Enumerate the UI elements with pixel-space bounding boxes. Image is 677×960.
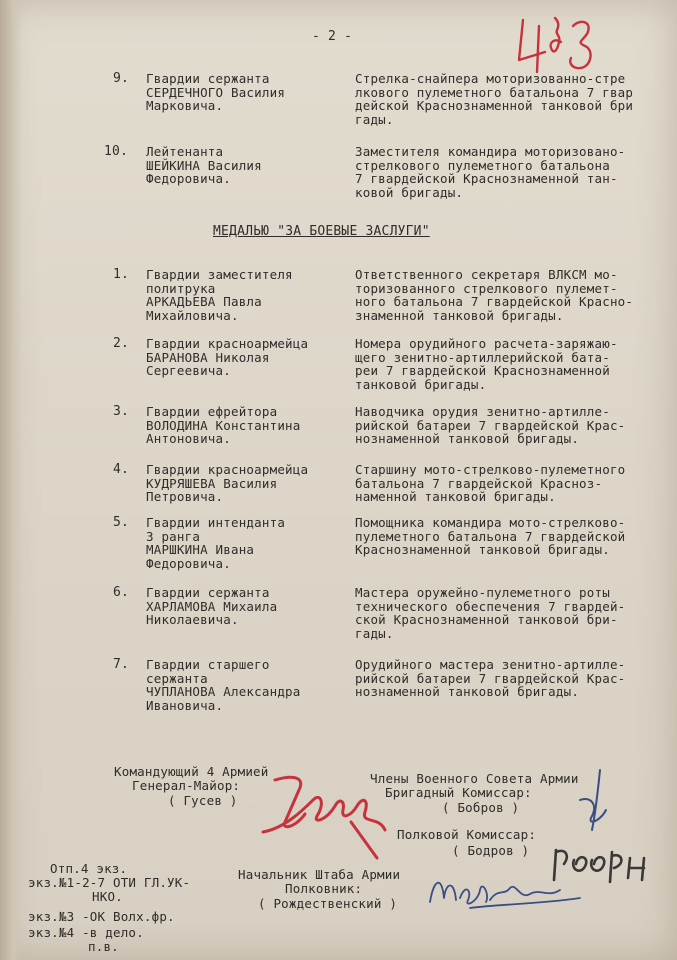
recipient-position-line: Краснознаменной танковой бригады. [355, 542, 610, 557]
council-title: Члены Военного Совета Армии [370, 771, 579, 786]
recipient-position-line: ковой бригады. [355, 184, 464, 200]
recipient-name-line: Гвардии интенданта [146, 515, 286, 530]
commander-title: Командующий 4 Армией [114, 764, 269, 779]
entry-number: 9. [113, 71, 130, 86]
chief-name: ( Рождественский ) [258, 896, 398, 911]
recipient-position-line: реи 7 гвардейской Краснознаменной [355, 363, 610, 378]
recipient-position-line: щего зенитно-артиллерийской бата- [355, 349, 610, 365]
recipient-name-line: политрука [146, 280, 216, 296]
recipient-position-line: Заместителя командира моторизовано- [355, 144, 626, 159]
chief-signature [420, 868, 590, 918]
council2-name: ( Бодров ) [452, 843, 530, 858]
chief-rank: Полковник: [285, 881, 363, 896]
recipient-position-line: Мастера оружейно-пулеметного роты [355, 585, 610, 600]
recipient-name-line: Гвардии заместителя [146, 267, 293, 282]
entry-number: 2. [113, 336, 130, 351]
recipient-name-line: Гвардии старшего [146, 657, 270, 672]
entry-number: 3. [113, 404, 130, 419]
recipient-name-line: Петровича. [146, 489, 224, 504]
section-heading: МЕДАЛЬЮ "ЗА БОЕВЫЕ ЗАСЛУГИ" [213, 224, 430, 239]
distribution-line: п.в. [88, 939, 119, 954]
recipient-position-line: 7 гвардейской Краснознаменной тан- [355, 171, 618, 186]
distribution-line: экз.№3 -ОК Волх.фр. [28, 909, 175, 924]
recipient-name-line: сержанта [146, 670, 208, 686]
recipient-name-line: Федоровича. [146, 171, 231, 186]
recipient-position-line: рийской батареи 7 гвардейской Крас- [355, 417, 626, 433]
page-number: - 2 - [312, 29, 353, 44]
distribution-line: экз.№4 -в дело. [28, 925, 144, 940]
recipient-name-line: АРКАДЬЕВА Павла [146, 294, 262, 309]
recipient-name-line: Сергеевича. [146, 363, 231, 378]
recipient-position-line: нознаменной танковой бригады. [355, 431, 580, 446]
distribution-line: Отп.4 экз. [50, 861, 128, 876]
recipient-position-line: знаменной танковой бригады. [355, 307, 564, 323]
recipient-position-line: стрелкового пулеметного батальона [355, 157, 610, 173]
commander-signature [255, 770, 405, 865]
recipient-name-line: Федоровича. [146, 555, 231, 571]
recipient-position-line: танковой бригады. [355, 376, 487, 392]
recipient-position-line: Стрелка-снайпера моторизованно-стре [355, 71, 626, 86]
recipient-name-line: Михайловича. [146, 307, 239, 323]
recipient-name-line: СЕРДЕЧНОГО Василия [146, 84, 286, 100]
recipient-name-line: Николаевича. [146, 612, 239, 627]
recipient-name-line: Лейтенанта [146, 144, 224, 159]
council2-rank: Полковой Комиссар: [397, 827, 537, 842]
commander-name: ( Гусев ) [168, 793, 238, 808]
recipient-name-line: Гвардии ефрейтора [146, 404, 278, 419]
recipient-position-line: батальона 7 гвардейской Красноз- [355, 475, 603, 491]
recipient-position-line: Наводчика орудия зенитно-артилле- [355, 404, 610, 419]
recipient-position-line: лкового пулеметного батальона 7 гвар [355, 84, 634, 100]
recipient-name-line: Гвардии сержанта [146, 585, 270, 600]
recipient-position-line: ской Краснознаменной танковой бри- [355, 612, 618, 627]
entry-number: 10. [104, 144, 129, 159]
recipient-position-line: торизованного стрелкового пулемет- [355, 280, 618, 296]
recipient-position-line: ного батальона 7 гвардейской Красно- [355, 294, 634, 309]
recipient-position-line: Орудийного мастера зенитно-артилле- [355, 657, 626, 672]
recipient-position-line: наменной танковой бригады. [355, 489, 556, 504]
recipient-name-line: Гвардии сержанта [146, 71, 270, 86]
entry-number: 4. [113, 462, 130, 477]
chief-title: Начальник Штаба Армии [238, 867, 401, 882]
council-rank: Бригадный Комиссар: [385, 785, 532, 800]
recipient-name-line: Антоновича. [146, 431, 231, 446]
recipient-position-line: нознаменной танковой бригады. [355, 684, 580, 699]
recipient-name-line: ВОЛОДИНА Константина [146, 417, 301, 433]
entry-number: 1. [113, 267, 130, 282]
recipient-name-line: ШЕЙКИНА Василия [146, 157, 262, 173]
entry-number: 5. [113, 515, 130, 530]
distribution-line: экз.№1-2-7 ОТИ ГЛ.УК- [28, 875, 191, 890]
recipient-name-line: Марковича. [146, 98, 224, 113]
recipient-position-line: Ответственного секретаря ВЛКСМ мо- [355, 267, 618, 282]
recipient-position-line: рийской батареи 7 гвардейской Крас- [355, 670, 626, 686]
entry-number: 6. [113, 585, 130, 600]
recipient-name-line: ХАРЛАМОВА Михаила [146, 598, 278, 614]
recipient-position-line: Помощника командира мото-стрелково- [355, 515, 626, 530]
recipient-name-line: КУДРЯШЕВА Василия [146, 475, 278, 491]
recipient-position-line: гады. [355, 625, 394, 641]
council-name: ( Бобров ) [442, 800, 520, 815]
recipient-name-line: 3 ранга [146, 528, 201, 544]
entry-number: 7. [113, 657, 130, 672]
recipient-position-line: Старшину мото-стрелково-пулеметного [355, 462, 626, 477]
recipient-name-line: Гвардии красноармейца [146, 336, 309, 351]
recipient-name-line: ЧУПЛАНОВА Александра [146, 684, 301, 699]
recipient-name-line: МАРШКИНА Ивана [146, 542, 255, 557]
recipient-position-line: технического обеспечения 7 гвардей- [355, 598, 626, 614]
recipient-name-line: Ивановича. [146, 697, 224, 713]
page-edge [0, 0, 22, 960]
distribution-line: НКО. [92, 889, 123, 904]
recipient-name-line: Гвардии красноармейца [146, 462, 309, 477]
commander-rank: Генерал-Майор: [132, 778, 241, 793]
recipient-position-line: гады. [355, 111, 394, 127]
recipient-position-line: дейской Краснознаменной танковой бри [355, 98, 634, 113]
recipient-position-line: Номера орудийного расчета-заряжаю- [355, 336, 618, 351]
recipient-position-line: пулеметного батальона 7 гвардейской [355, 528, 626, 544]
recipient-name-line: БАРАНОВА Николая [146, 349, 270, 365]
